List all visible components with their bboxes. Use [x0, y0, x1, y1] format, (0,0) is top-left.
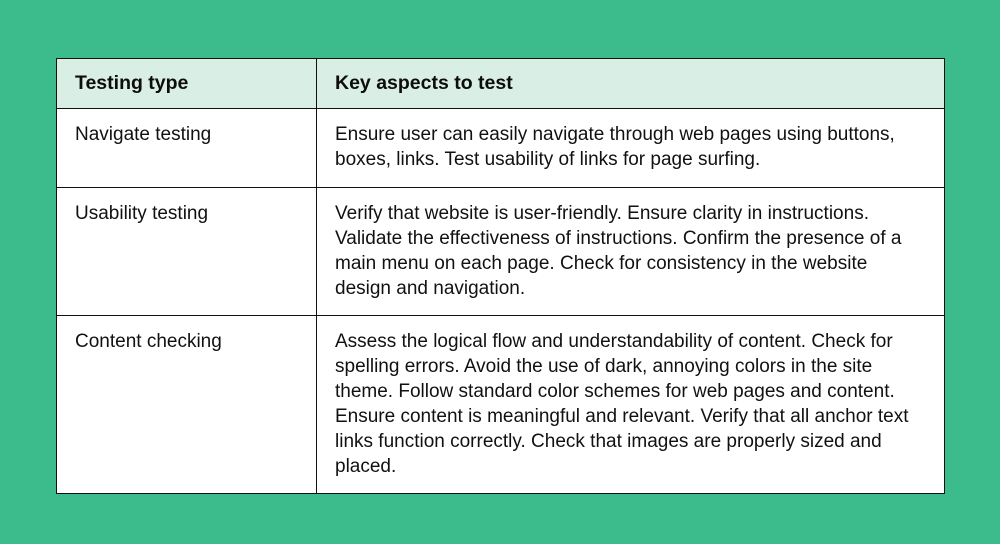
table-container: [56, 58, 944, 494]
cell-key-aspects: Ensure user can easily navigate through web pages using buttons, boxes, links. Test usability of links for page surfing.: [317, 109, 945, 187]
table-header-row: [57, 59, 945, 109]
table-row: [57, 315, 945, 493]
column-header-testing-type: Testing type: [57, 59, 317, 109]
table-row: [57, 109, 945, 187]
table-body: [57, 109, 945, 494]
table-row: [57, 187, 945, 315]
testing-types-table: [56, 58, 945, 494]
cell-testing-type: Usability testing: [57, 187, 317, 315]
table-header: [57, 59, 945, 109]
cell-testing-type: Content checking: [57, 315, 317, 493]
cell-testing-type: Navigate testing: [57, 109, 317, 187]
column-header-key-aspects: Key aspects to test: [317, 59, 945, 109]
cell-key-aspects: Verify that website is user-friendly. Ensure clarity in instructions. Validate the effectiveness of instructions. Confirm the presence of a main menu on each page. Check for consistency in the website design and navigation.: [317, 187, 945, 315]
cell-key-aspects: Assess the logical flow and understandability of content. Check for spelling errors. Avoid the use of dark, annoying colors in the site theme. Follow standard color schemes for web pages and content. Ensure content is meaningful and relevant. Verify that all anchor text links function correctly. Check that images are properly sized and placed.: [317, 315, 945, 493]
